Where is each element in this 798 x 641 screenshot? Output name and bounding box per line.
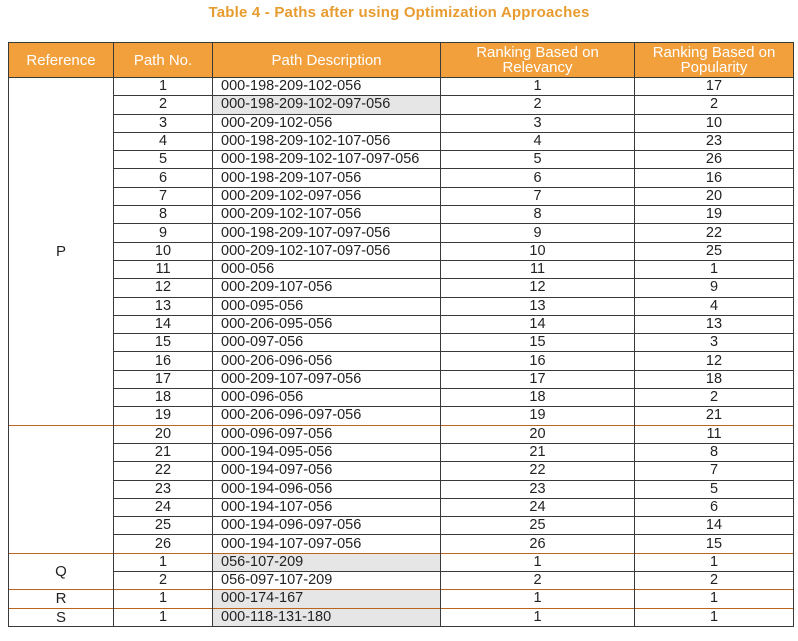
path-no-cell: 25 xyxy=(114,517,213,535)
header-path-no: Path No. xyxy=(114,43,213,78)
path-no-cell: 6 xyxy=(114,169,213,187)
table-row xyxy=(9,462,794,480)
path-no-cell: 3 xyxy=(114,114,213,132)
popularity-rank-cell: 5 xyxy=(635,480,794,498)
path-no-cell: 1 xyxy=(114,608,213,626)
path-description-cell: 000-206-095-056 xyxy=(213,315,441,333)
table-row xyxy=(9,352,794,370)
table-row xyxy=(9,370,794,388)
path-description-cell: 000-209-107-097-056 xyxy=(213,370,441,388)
header-path-description: Path Description xyxy=(213,43,441,78)
popularity-rank-cell: 13 xyxy=(635,315,794,333)
table-row xyxy=(9,151,794,169)
path-description-cell: 000-194-107-056 xyxy=(213,498,441,516)
path-description-cell: 000-056 xyxy=(213,260,441,278)
header-ranking-relevancy: Ranking Based on Relevancy xyxy=(441,43,635,78)
table-row xyxy=(9,242,794,260)
table-row xyxy=(9,590,794,608)
table-row xyxy=(9,572,794,590)
popularity-rank-cell: 22 xyxy=(635,224,794,242)
relevancy-rank-cell: 9 xyxy=(441,224,635,242)
path-description-cell: 000-194-097-056 xyxy=(213,462,441,480)
relevancy-rank-cell: 24 xyxy=(441,498,635,516)
popularity-rank-cell: 10 xyxy=(635,114,794,132)
path-no-cell: 1 xyxy=(114,590,213,608)
path-description-cell: 056-097-107-209 xyxy=(213,572,441,590)
popularity-rank-cell: 15 xyxy=(635,535,794,553)
relevancy-rank-cell: 20 xyxy=(441,425,635,443)
path-description-cell: 000-194-107-097-056 xyxy=(213,535,441,553)
relevancy-rank-cell: 14 xyxy=(441,315,635,333)
path-no-cell: 13 xyxy=(114,297,213,315)
popularity-rank-cell: 1 xyxy=(635,553,794,571)
paths-table xyxy=(8,42,794,627)
path-no-cell: 7 xyxy=(114,187,213,205)
popularity-rank-cell: 3 xyxy=(635,334,794,352)
path-description-cell: 000-209-107-056 xyxy=(213,279,441,297)
popularity-rank-cell: 1 xyxy=(635,590,794,608)
path-no-cell: 8 xyxy=(114,206,213,224)
path-no-cell: 22 xyxy=(114,462,213,480)
table-title: Table 4 - Paths after using Optimization Approaches xyxy=(208,4,590,21)
path-no-cell: 17 xyxy=(114,370,213,388)
path-description-cell: 000-198-209-102-056 xyxy=(213,78,441,96)
path-no-cell: 1 xyxy=(114,78,213,96)
path-no-cell: 14 xyxy=(114,315,213,333)
path-description-cell: 000-209-102-097-056 xyxy=(213,187,441,205)
relevancy-rank-cell: 1 xyxy=(441,608,635,626)
reference-cell: S xyxy=(9,608,114,626)
popularity-rank-cell: 19 xyxy=(635,206,794,224)
path-description-cell: 000-198-209-102-097-056 xyxy=(213,96,441,114)
header-ranking-popularity: Ranking Based on Popularity xyxy=(635,43,794,78)
relevancy-rank-cell: 8 xyxy=(441,206,635,224)
popularity-rank-cell: 1 xyxy=(635,260,794,278)
table-row xyxy=(9,553,794,571)
table-row xyxy=(9,224,794,242)
popularity-rank-cell: 17 xyxy=(635,78,794,96)
popularity-rank-cell: 18 xyxy=(635,370,794,388)
table-row xyxy=(9,96,794,114)
popularity-rank-cell: 2 xyxy=(635,96,794,114)
relevancy-rank-cell: 2 xyxy=(441,96,635,114)
popularity-rank-cell: 23 xyxy=(635,132,794,150)
path-description-cell: 056-107-209 xyxy=(213,553,441,571)
relevancy-rank-cell: 2 xyxy=(441,572,635,590)
table-row xyxy=(9,443,794,461)
path-description-cell: 000-096-056 xyxy=(213,389,441,407)
path-no-cell: 1 xyxy=(114,553,213,571)
table-row xyxy=(9,517,794,535)
header-row xyxy=(9,43,794,78)
table-row xyxy=(9,498,794,516)
popularity-rank-cell: 1 xyxy=(635,608,794,626)
table-row xyxy=(9,407,794,425)
table-row xyxy=(9,78,794,96)
table-row xyxy=(9,334,794,352)
reference-cell xyxy=(9,425,114,553)
relevancy-rank-cell: 13 xyxy=(441,297,635,315)
table-row xyxy=(9,480,794,498)
relevancy-rank-cell: 1 xyxy=(441,590,635,608)
table-row xyxy=(9,260,794,278)
path-description-cell: 000-209-102-107-056 xyxy=(213,206,441,224)
path-description-cell: 000-194-095-056 xyxy=(213,443,441,461)
path-no-cell: 10 xyxy=(114,242,213,260)
table-row xyxy=(9,535,794,553)
relevancy-rank-cell: 23 xyxy=(441,480,635,498)
table-row xyxy=(9,315,794,333)
reference-cell: R xyxy=(9,590,114,608)
path-description-cell: 000-194-096-056 xyxy=(213,480,441,498)
reference-cell: Q xyxy=(9,553,114,590)
path-description-cell: 000-194-096-097-056 xyxy=(213,517,441,535)
relevancy-rank-cell: 22 xyxy=(441,462,635,480)
relevancy-rank-cell: 1 xyxy=(441,78,635,96)
path-no-cell: 21 xyxy=(114,443,213,461)
reference-cell: P xyxy=(9,78,114,426)
table-row xyxy=(9,187,794,205)
path-no-cell: 26 xyxy=(114,535,213,553)
path-no-cell: 12 xyxy=(114,279,213,297)
popularity-rank-cell: 2 xyxy=(635,389,794,407)
table-row xyxy=(9,389,794,407)
path-no-cell: 9 xyxy=(114,224,213,242)
path-no-cell: 19 xyxy=(114,407,213,425)
path-no-cell: 18 xyxy=(114,389,213,407)
path-description-cell: 000-118-131-180 xyxy=(213,608,441,626)
table-row xyxy=(9,425,794,443)
relevancy-rank-cell: 6 xyxy=(441,169,635,187)
path-no-cell: 2 xyxy=(114,572,213,590)
path-description-cell: 000-209-102-107-097-056 xyxy=(213,242,441,260)
popularity-rank-cell: 8 xyxy=(635,443,794,461)
popularity-rank-cell: 12 xyxy=(635,352,794,370)
relevancy-rank-cell: 3 xyxy=(441,114,635,132)
path-description-cell: 000-096-097-056 xyxy=(213,425,441,443)
relevancy-rank-cell: 21 xyxy=(441,443,635,461)
path-description-cell: 000-209-102-056 xyxy=(213,114,441,132)
path-description-cell: 000-206-096-097-056 xyxy=(213,407,441,425)
path-no-cell: 5 xyxy=(114,151,213,169)
path-description-cell: 000-198-209-107-097-056 xyxy=(213,224,441,242)
path-no-cell: 11 xyxy=(114,260,213,278)
relevancy-rank-cell: 10 xyxy=(441,242,635,260)
table-row xyxy=(9,608,794,626)
relevancy-rank-cell: 18 xyxy=(441,389,635,407)
popularity-rank-cell: 2 xyxy=(635,572,794,590)
relevancy-rank-cell: 19 xyxy=(441,407,635,425)
table-body xyxy=(9,78,794,627)
relevancy-rank-cell: 16 xyxy=(441,352,635,370)
header-reference: Reference xyxy=(9,43,114,78)
relevancy-rank-cell: 12 xyxy=(441,279,635,297)
path-no-cell: 20 xyxy=(114,425,213,443)
path-no-cell: 24 xyxy=(114,498,213,516)
popularity-rank-cell: 21 xyxy=(635,407,794,425)
relevancy-rank-cell: 4 xyxy=(441,132,635,150)
relevancy-rank-cell: 5 xyxy=(441,151,635,169)
path-no-cell: 4 xyxy=(114,132,213,150)
path-no-cell: 2 xyxy=(114,96,213,114)
path-description-cell: 000-174-167 xyxy=(213,590,441,608)
relevancy-rank-cell: 25 xyxy=(441,517,635,535)
path-description-cell: 000-198-209-102-107-097-056 xyxy=(213,151,441,169)
path-description-cell: 000-097-056 xyxy=(213,334,441,352)
popularity-rank-cell: 14 xyxy=(635,517,794,535)
table-row xyxy=(9,114,794,132)
relevancy-rank-cell: 15 xyxy=(441,334,635,352)
relevancy-rank-cell: 17 xyxy=(441,370,635,388)
relevancy-rank-cell: 1 xyxy=(441,553,635,571)
popularity-rank-cell: 16 xyxy=(635,169,794,187)
table-row xyxy=(9,206,794,224)
popularity-rank-cell: 25 xyxy=(635,242,794,260)
relevancy-rank-cell: 7 xyxy=(441,187,635,205)
table-row xyxy=(9,169,794,187)
popularity-rank-cell: 20 xyxy=(635,187,794,205)
relevancy-rank-cell: 26 xyxy=(441,535,635,553)
popularity-rank-cell: 11 xyxy=(635,425,794,443)
popularity-rank-cell: 26 xyxy=(635,151,794,169)
popularity-rank-cell: 9 xyxy=(635,279,794,297)
path-description-cell: 000-198-209-102-107-056 xyxy=(213,132,441,150)
table-row xyxy=(9,279,794,297)
path-description-cell: 000-095-056 xyxy=(213,297,441,315)
relevancy-rank-cell: 11 xyxy=(441,260,635,278)
path-description-cell: 000-206-096-056 xyxy=(213,352,441,370)
table-row xyxy=(9,297,794,315)
popularity-rank-cell: 4 xyxy=(635,297,794,315)
path-no-cell: 23 xyxy=(114,480,213,498)
popularity-rank-cell: 6 xyxy=(635,498,794,516)
table-row xyxy=(9,132,794,150)
path-description-cell: 000-198-209-107-056 xyxy=(213,169,441,187)
path-no-cell: 15 xyxy=(114,334,213,352)
popularity-rank-cell: 7 xyxy=(635,462,794,480)
path-no-cell: 16 xyxy=(114,352,213,370)
